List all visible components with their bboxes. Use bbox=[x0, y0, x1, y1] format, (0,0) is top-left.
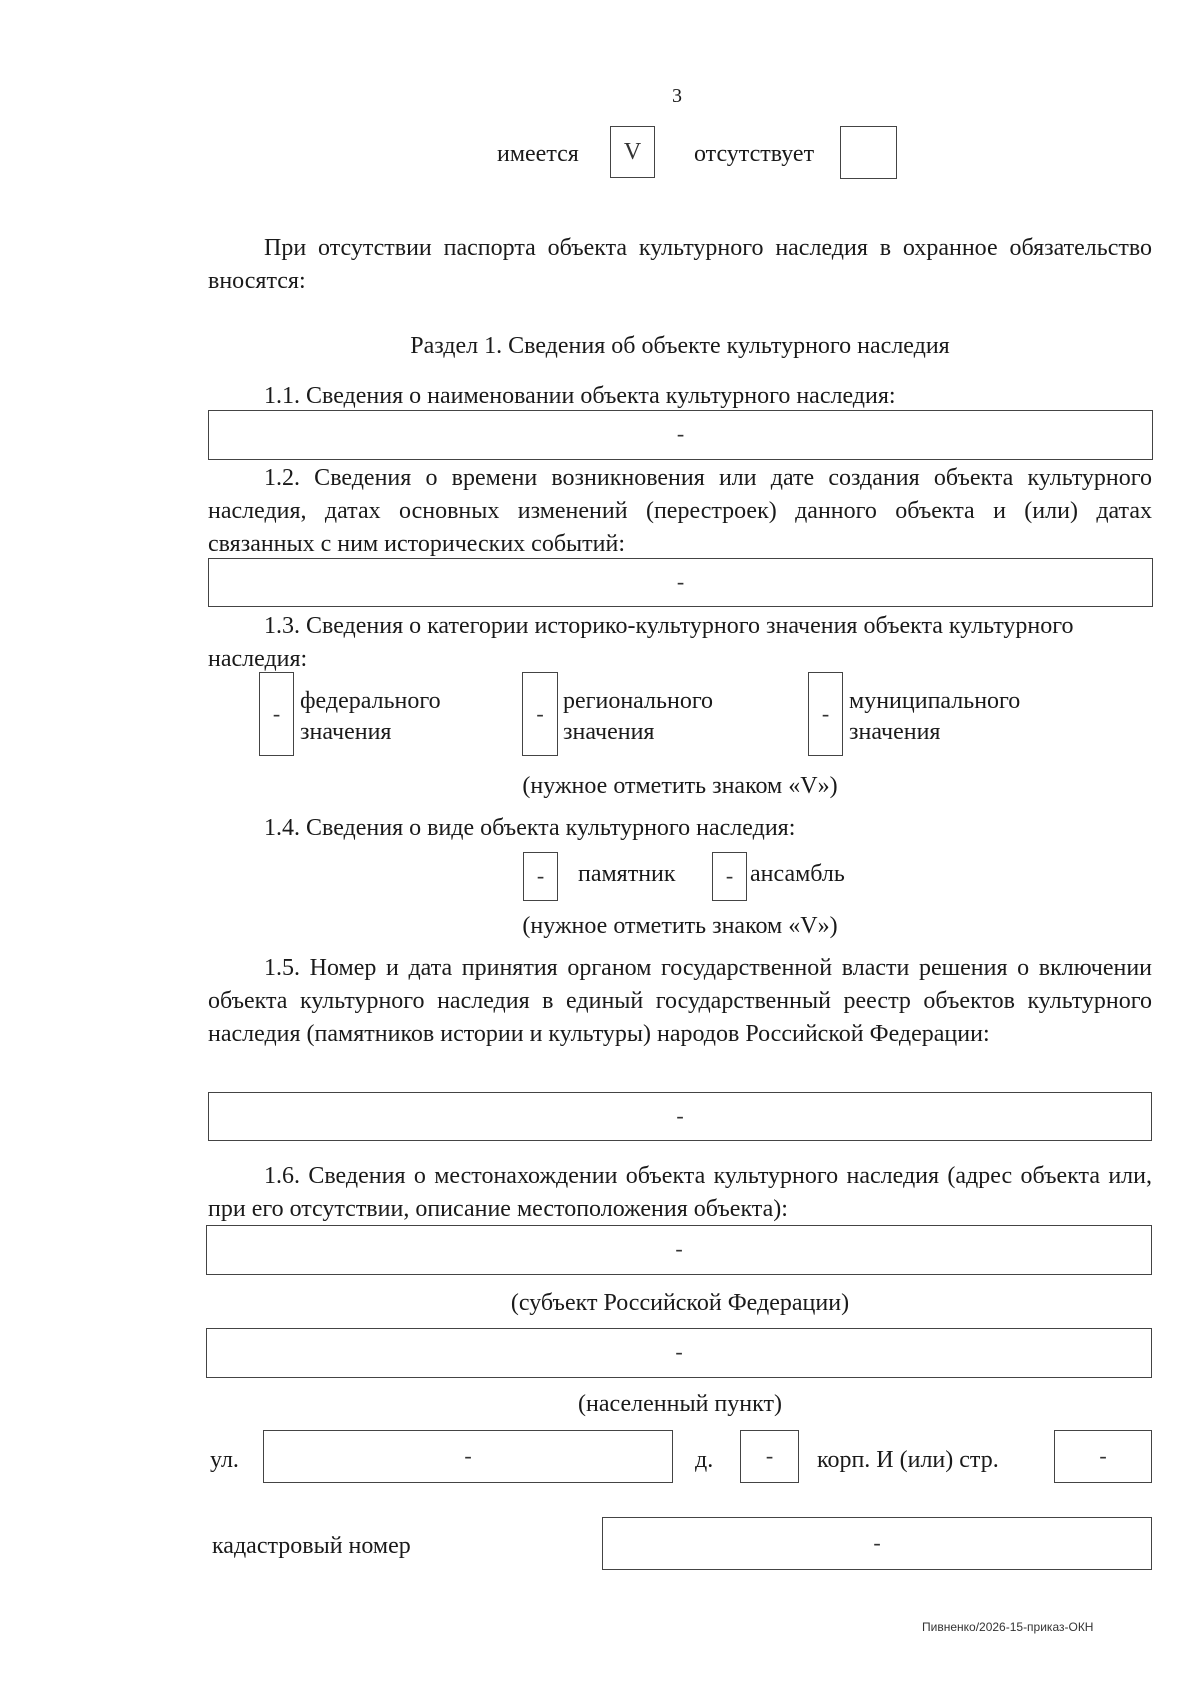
cadastral-field[interactable] bbox=[602, 1517, 1152, 1570]
s1-4-ensemble-checkbox[interactable] bbox=[712, 852, 747, 901]
subject-value: - bbox=[675, 1236, 683, 1261]
s1-5-paragraph bbox=[208, 952, 1152, 1051]
building-field[interactable] bbox=[1054, 1430, 1152, 1483]
s1-6-paragraph bbox=[208, 1160, 1152, 1226]
cadastral-value: - bbox=[873, 1530, 881, 1555]
s1-3-federal-value: - bbox=[272, 701, 281, 726]
subject-caption: (субъект Российской Федерации) bbox=[510, 1290, 850, 1316]
cadastral-label: кадастровый номер bbox=[212, 1533, 411, 1559]
building-label: корп. И (или) стр. bbox=[817, 1447, 999, 1473]
s1-5-label: 1.5. Номер и дата принятия органом государственной власти решения о включении объекта культурного наследия в единый государственный реестр объектов культурного наследия (памятников истории и культуры) народов Российской Федерации: bbox=[208, 955, 1152, 1047]
s1-4-note: (нужное отметить знаком «V») bbox=[522, 913, 838, 939]
footer-doc-ref: Пивненко/2026-15-приказ-ОКН bbox=[922, 1620, 1094, 1634]
locality-caption: (населенный пункт) bbox=[578, 1391, 782, 1417]
s1-3-regional-line2: значения bbox=[563, 719, 655, 745]
s1-2-paragraph bbox=[208, 462, 1152, 561]
s1-5-field[interactable] bbox=[208, 1092, 1152, 1141]
s1-4-monument-value: - bbox=[536, 863, 545, 888]
s1-3-federal-line2: значения bbox=[300, 719, 392, 745]
s1-2-value: - bbox=[676, 569, 685, 594]
s1-3-municipal-line1: муниципального bbox=[849, 688, 1021, 714]
s1-4-ensemble-label: ансамбль bbox=[750, 861, 845, 887]
s1-3-regional-line1: регионального bbox=[563, 688, 714, 714]
s1-3-regional-value: - bbox=[536, 701, 544, 726]
s1-5-value: - bbox=[676, 1103, 684, 1128]
s1-6-label: 1.6. Сведения о местонахождении объекта культурного наследия (адрес объекта или, при его отсутствии, описание местоположения объекта): bbox=[208, 1163, 1152, 1222]
s1-3-municipal-line2: значения bbox=[849, 719, 941, 745]
street-field[interactable] bbox=[263, 1430, 673, 1483]
s1-4-monument-checkbox[interactable] bbox=[523, 852, 558, 901]
street-label: ул. bbox=[210, 1447, 239, 1473]
s1-4-monument-label: памятник bbox=[578, 861, 676, 887]
s1-4-ensemble-value: - bbox=[725, 863, 734, 888]
passport-absent-label: отсутствует bbox=[694, 141, 815, 167]
s1-3-municipal-value: - bbox=[821, 701, 830, 726]
s1-4-label: 1.4. Сведения о виде объекта культурного наследия: bbox=[264, 815, 796, 841]
subject-field[interactable] bbox=[206, 1225, 1152, 1275]
s1-3-regional-checkbox[interactable] bbox=[522, 672, 558, 756]
street-value: - bbox=[464, 1443, 472, 1468]
s1-2-label: 1.2. Сведения о времени возникновения или дате создания объекта культурного наследия, датах основных изменений (перестроек) данного объекта и (или) датах связанных с ним исторических событий: bbox=[208, 465, 1152, 557]
passport-present-label: имеется bbox=[497, 141, 579, 167]
section-title: Раздел 1. Сведения об объекте культурного наследия bbox=[410, 333, 950, 359]
intro-text: При отсутствии паспорта объекта культурного наследия в охранное обязательство вносятся: bbox=[208, 235, 1152, 294]
house-value: - bbox=[765, 1443, 774, 1468]
s1-2-field[interactable] bbox=[208, 558, 1153, 607]
s1-1-value: - bbox=[676, 421, 685, 446]
house-field[interactable] bbox=[740, 1430, 799, 1483]
s1-3-paragraph bbox=[208, 610, 1088, 676]
s1-1-label: 1.1. Сведения о наименовании объекта культурного наследия: bbox=[264, 383, 896, 409]
passport-present-value: V bbox=[623, 139, 642, 165]
s1-3-federal-checkbox[interactable] bbox=[259, 672, 294, 756]
s1-3-federal-line1: федерального bbox=[300, 688, 441, 714]
locality-value: - bbox=[675, 1339, 683, 1364]
s1-3-label: 1.3. Сведения о категории историко-культурного значения объекта культурного наследия: bbox=[208, 613, 1074, 672]
passport-present-checkbox[interactable] bbox=[610, 126, 655, 178]
locality-field[interactable] bbox=[206, 1328, 1152, 1378]
intro-paragraph bbox=[208, 232, 1152, 298]
page-number: 3 bbox=[672, 85, 682, 107]
house-label: д. bbox=[695, 1447, 714, 1473]
s1-3-municipal-checkbox[interactable] bbox=[808, 672, 843, 756]
s1-1-field[interactable] bbox=[208, 410, 1153, 460]
s1-3-note: (нужное отметить знаком «V») bbox=[522, 773, 838, 799]
building-value: - bbox=[1099, 1443, 1107, 1468]
passport-absent-checkbox[interactable] bbox=[840, 126, 897, 179]
